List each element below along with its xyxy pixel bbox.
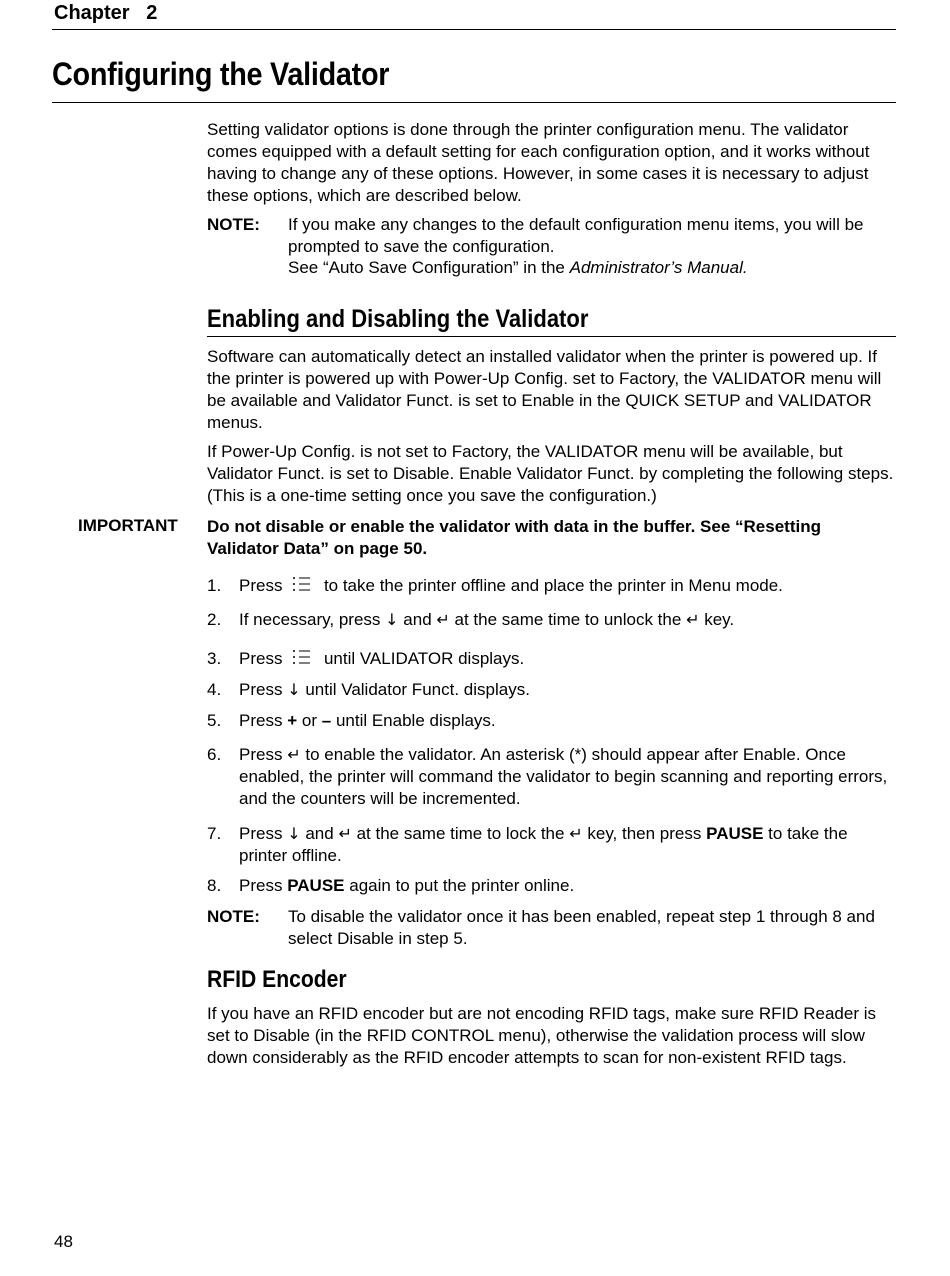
enter-icon: ↵ (338, 824, 352, 843)
pause-key: PAUSE (287, 876, 345, 895)
intro-note (207, 214, 897, 279)
note-see-text: See “Auto Save Configuration” in the (288, 258, 570, 277)
step-5: 5. Press + or – until Enable displays. (207, 711, 496, 730)
disable-note (207, 906, 897, 949)
note-label: NOTE: (207, 907, 260, 926)
section-heading-enable: Enabling and Disabling the Validator (207, 305, 589, 333)
plus-key: + (287, 711, 298, 730)
step-4: 4. Press ↓ until Validator Funct. displays. (207, 680, 530, 699)
page-title: Configuring the Validator (52, 56, 390, 92)
down-arrow-icon: ↓ (287, 680, 301, 699)
important-text: Do not disable or enable the validator with data in the buffer. See “Resetting Validator Data” on page 50. (207, 517, 821, 558)
important-label: IMPORTANT (78, 516, 178, 535)
menu-icon (291, 575, 313, 593)
enter-icon: ↵ (569, 824, 583, 843)
note-text: To disable the validator once it has been enabled, repeat step 1 through 8 and select Disable in step 5. (288, 907, 875, 948)
header-rule (52, 29, 896, 30)
menu-icon (291, 648, 313, 666)
enter-icon: ↵ (436, 610, 450, 629)
section-rule (207, 336, 896, 337)
note-manual-title: Administrator’s Manual. (569, 258, 748, 277)
note-text: If you make any changes to the default configuration menu items, you will be prompted to save the configuration. (288, 215, 864, 256)
step-6: 6. Press ↵ to enable the validator. An asterisk (*) should appear after Enable. Once enabled, the printer will command the validator to begin scanning and reporting errors, and the counters will be incremented. (207, 745, 888, 808)
chapter-label: Chapter 2 (54, 2, 158, 24)
enter-icon: ↵ (287, 745, 301, 764)
enable-paragraph-2: If Power-Up Config. is not set to Factory, the VALIDATOR menu will be available, but Validator Funct. is set to Disable. Enable Validator Funct. by completing the following steps. (This is a one-time setting once you save the configuration.) (207, 442, 894, 505)
minus-key: – (321, 711, 332, 730)
section-heading-rfid: RFID Encoder (207, 966, 347, 993)
note-label: NOTE: (207, 215, 260, 234)
rfid-paragraph: If you have an RFID encoder but are not encoding RFID tags, make sure RFID Reader is set to Disable (in the RFID CONTROL menu), otherwise the validation process will slow down considerably as the RFID encoder attempts to scan for non-existent RFID tags. (207, 1004, 876, 1067)
enable-paragraph-1: Software can automatically detect an installed validator when the printer is powered up. If the printer is powered up with Power-Up Config. set to Factory, the VALIDATOR menu will be available and Validator Funct. is set to Enable in the QUICK SETUP and VALIDATOR menus. (207, 347, 882, 432)
pause-key: PAUSE (706, 824, 764, 843)
step-3: 3. Press until VALIDATOR displays. (207, 649, 525, 668)
step-7: 7. Press ↓ and ↵ at the same time to lock the ↵ key, then press PAUSE to take the printer offline. (207, 824, 848, 865)
down-arrow-icon: ↓ (385, 610, 399, 629)
down-arrow-icon: ↓ (287, 824, 301, 843)
page-number: 48 (54, 1232, 73, 1251)
step-8: 8. Press PAUSE again to put the printer online. (207, 876, 575, 895)
enter-icon: ↵ (686, 610, 700, 629)
step-2: 2. If necessary, press ↓ and ↵ at the same time to unlock the ↵ key. (207, 610, 735, 629)
title-rule (52, 102, 896, 103)
step-1: 1. Press to take the printer offline and place the printer in Menu mode. (207, 576, 783, 595)
intro-paragraph: Setting validator options is done through the printer configuration menu. The validator comes equipped with a default setting for each configuration option, and it works without having to change any of these options. However, in some cases it is necessary to adjust these options, which are described below. (207, 120, 870, 205)
